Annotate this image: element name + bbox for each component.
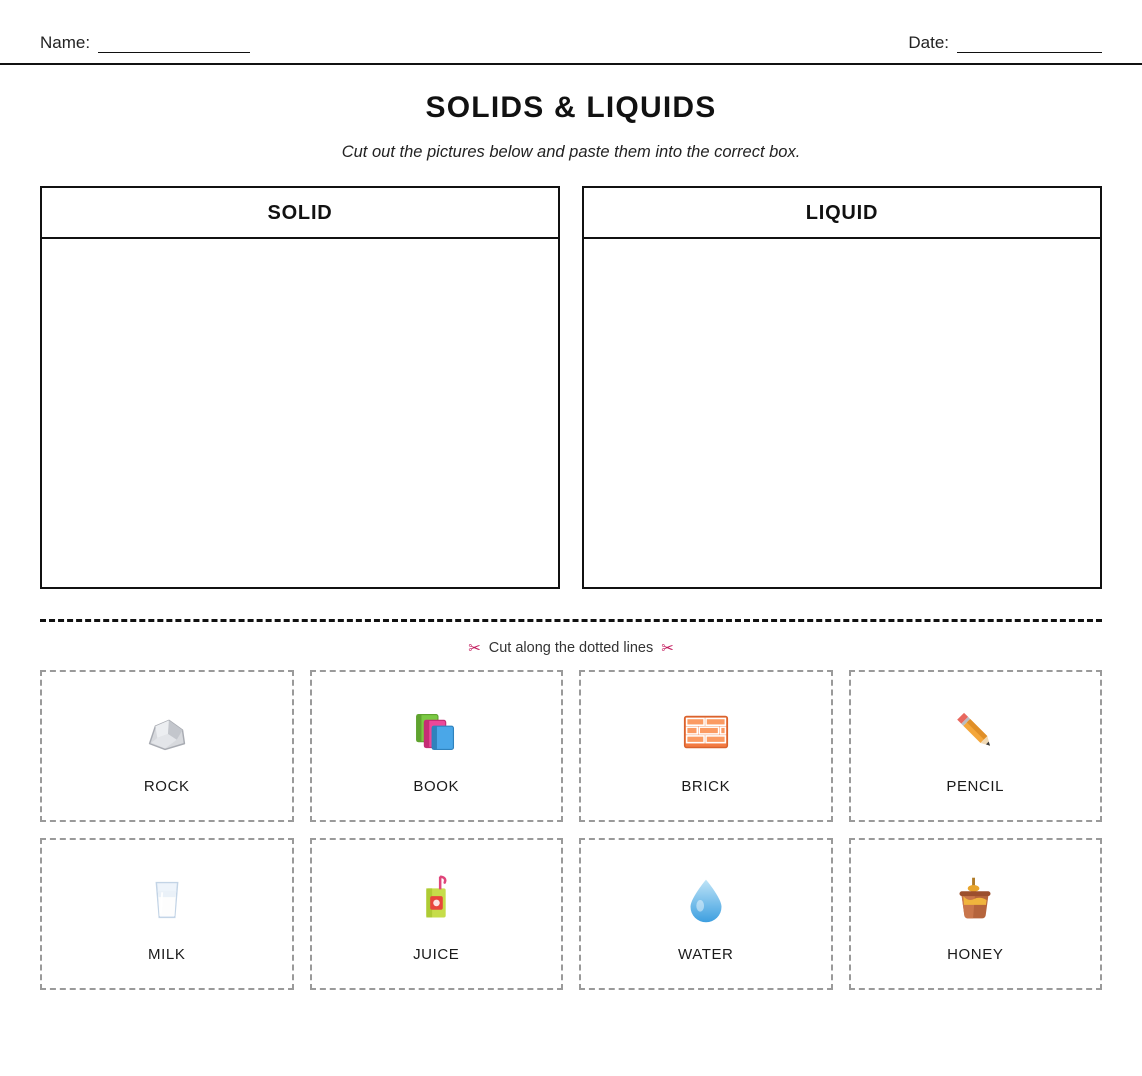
- cutout-card-rock[interactable]: [40, 670, 294, 822]
- honey-pot-icon: [941, 866, 1009, 934]
- cutout-card-label: JUICE: [413, 945, 460, 963]
- sorting-area: [0, 162, 1142, 589]
- sort-box-solid[interactable]: [40, 186, 560, 589]
- cutout-card-book[interactable]: [310, 670, 564, 822]
- sort-box-solid-dropzone[interactable]: [42, 239, 558, 587]
- books-icon: [402, 698, 470, 766]
- cutout-card-label: PENCIL: [946, 777, 1005, 795]
- cutout-card-label: ROCK: [143, 777, 190, 795]
- cutout-card-label: WATER: [678, 945, 734, 963]
- cutout-card-label: MILK: [148, 945, 186, 963]
- name-field[interactable]: [40, 34, 250, 53]
- sort-box-liquid-dropzone[interactable]: [584, 239, 1100, 587]
- cutout-card-pencil[interactable]: [849, 670, 1103, 822]
- cutout-card-milk[interactable]: [40, 838, 294, 990]
- date-write-line[interactable]: [957, 52, 1102, 53]
- cutout-card-brick[interactable]: [579, 670, 833, 822]
- cutout-card-label: BOOK: [413, 777, 460, 795]
- cut-instruction-text: Cut along the dotted lines: [488, 640, 654, 656]
- cut-instruction: [0, 622, 1142, 670]
- milk-glass-icon: [133, 866, 201, 934]
- cutout-card-label: HONEY: [947, 945, 1004, 963]
- date-label: Date:: [908, 33, 949, 52]
- name-label: Name:: [40, 33, 91, 52]
- worksheet-header: [0, 0, 1142, 65]
- rock-icon: [133, 698, 201, 766]
- scissors-icon-left: ✂: [468, 639, 481, 657]
- name-write-line[interactable]: [98, 52, 250, 53]
- sort-box-liquid-heading: LIQUID: [584, 188, 1100, 239]
- cutout-card-honey[interactable]: [849, 838, 1103, 990]
- page-title: SOLIDS & LIQUIDS: [425, 91, 717, 124]
- sort-box-solid-heading: SOLID: [42, 188, 558, 239]
- instructions-text: Cut out the pictures below and paste them into the correct box.: [341, 143, 801, 161]
- sort-box-liquid[interactable]: [582, 186, 1102, 589]
- date-field[interactable]: [908, 34, 1102, 53]
- cutout-card-juice[interactable]: [310, 838, 564, 990]
- brick-icon: [672, 698, 740, 766]
- title-block: [0, 65, 1142, 162]
- cutout-cards-grid: [0, 670, 1142, 990]
- scissors-icon-right: ✂: [661, 639, 674, 657]
- cutout-card-water[interactable]: [579, 838, 833, 990]
- juice-box-icon: [402, 866, 470, 934]
- water-droplet-icon: [672, 866, 740, 934]
- pencil-icon: [941, 698, 1009, 766]
- cutout-card-label: BRICK: [681, 777, 731, 795]
